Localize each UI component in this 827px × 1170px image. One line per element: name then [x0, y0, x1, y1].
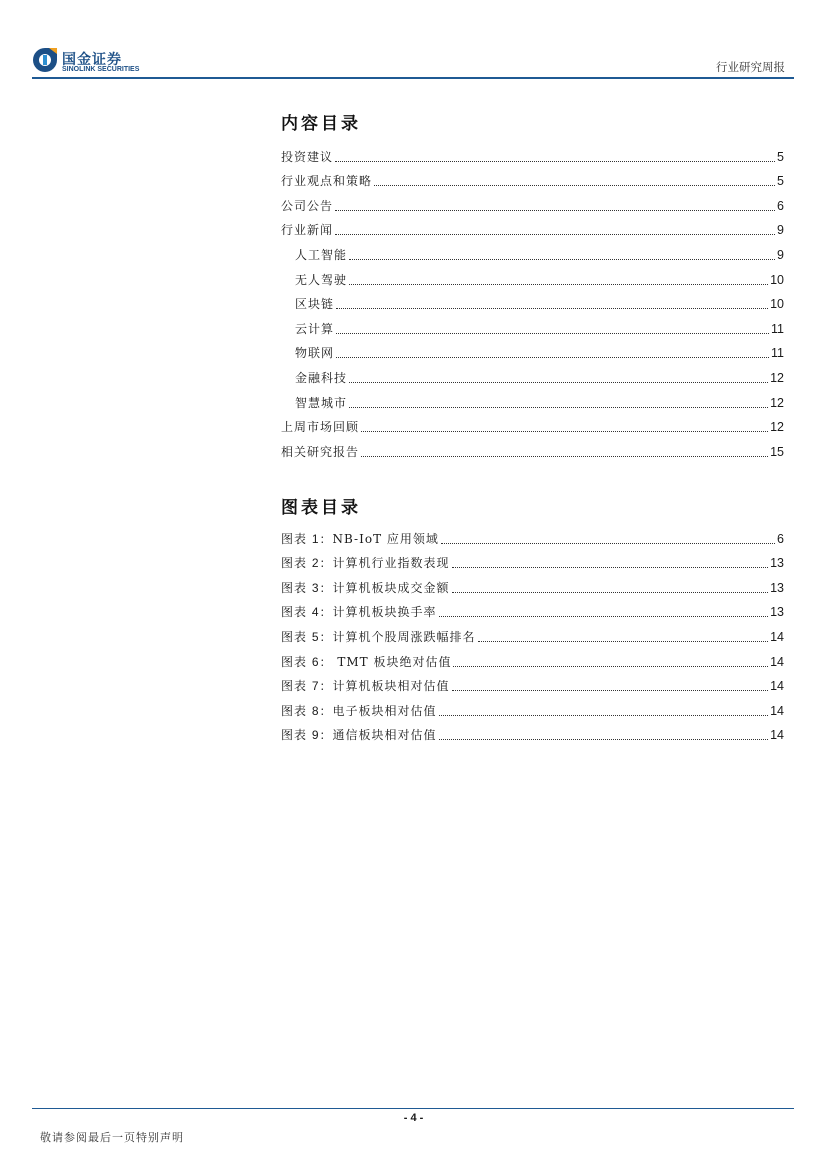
toc-leader-dots [361, 456, 768, 457]
toc-entry[interactable] [281, 435, 784, 460]
toc-leader-dots [336, 333, 769, 334]
figure-number: 5 [311, 629, 320, 644]
toc-leader-dots [361, 431, 768, 432]
toc-entry-label: 公司公告 [281, 198, 334, 213]
figure-entry-page: 14 [770, 629, 784, 644]
figure-entry[interactable] [281, 694, 784, 719]
figure-prefix: 图表 [281, 629, 312, 644]
toc-entry-page: 11 [771, 321, 784, 336]
disclaimer-note: 敬请参阅最后一页特别声明 [40, 1131, 184, 1144]
report-type-label: 行业研究周报 [716, 60, 785, 74]
toc-leader-dots [336, 357, 769, 358]
logo-chinese-name: 国金证券 [62, 52, 122, 68]
figure-entry-page: 14 [770, 679, 784, 694]
toc-entry-label: 人工智能 [295, 247, 348, 262]
toc-leader-dots [452, 592, 769, 593]
figure-prefix: 图表 [281, 728, 312, 743]
figures-list [281, 522, 784, 743]
figure-caption: ：电子板块相对估值 [319, 703, 437, 718]
figure-prefix: 图表 [281, 531, 312, 546]
figure-entry[interactable] [281, 645, 784, 670]
figure-entry-label [281, 580, 450, 596]
toc-leader-dots [335, 210, 775, 211]
figure-entry-label [281, 531, 439, 547]
figure-entry-label [281, 629, 476, 645]
logo-english-name: SINOLINK SECURITIES [62, 66, 140, 73]
figure-entry-page: 14 [770, 703, 784, 718]
figure-caption: ：计算机板块成交金额 [319, 580, 450, 595]
toc-entry-label: 智慧城市 [295, 395, 348, 410]
toc-entry[interactable] [281, 386, 784, 411]
toc-leader-dots [374, 185, 775, 186]
toc-entry-label: 云计算 [295, 321, 335, 336]
figure-entry[interactable] [281, 547, 784, 572]
sinolink-logo-icon [32, 46, 58, 74]
toc-leader-dots [439, 715, 769, 716]
toc-leader-dots [452, 690, 769, 691]
figure-number: 1 [311, 531, 320, 546]
toc-entry[interactable] [281, 411, 784, 436]
figure-caption: ：计算机板块换手率 [319, 605, 437, 620]
toc-entry-label: 区块链 [295, 297, 335, 312]
figure-entry[interactable] [281, 719, 784, 744]
toc-entry[interactable] [281, 263, 784, 288]
figure-entry[interactable] [281, 596, 784, 621]
toc-leader-dots [349, 407, 768, 408]
figure-number: 4 [311, 605, 320, 620]
figure-caption: ：NB-IoT 应用领域 [319, 531, 439, 546]
toc-entry-page: 10 [770, 297, 784, 312]
toc-leader-dots [335, 234, 775, 235]
figure-entry-label [281, 654, 451, 670]
toc-entry[interactable] [281, 140, 784, 165]
figure-caption: ：计算机行业指数表现 [319, 556, 450, 571]
toc-leader-dots [349, 259, 775, 260]
toc-leader-dots [441, 543, 775, 544]
page-header [0, 0, 827, 80]
toc-entry-page: 5 [777, 149, 784, 164]
toc-entry[interactable] [281, 189, 784, 214]
figure-number: 9 [311, 728, 320, 743]
toc-entry-label: 相关研究报告 [281, 444, 360, 459]
figure-prefix: 图表 [281, 580, 312, 595]
toc-entry-page: 12 [770, 370, 784, 385]
figure-entry-label [281, 703, 437, 719]
figure-entry-page: 14 [770, 728, 784, 743]
figure-entry[interactable] [281, 571, 784, 596]
toc-leader-dots [336, 308, 768, 309]
toc-entry[interactable] [281, 337, 784, 362]
toc-entry-page: 10 [770, 272, 784, 287]
figure-entry[interactable] [281, 620, 784, 645]
toc-entry[interactable] [281, 214, 784, 239]
figure-caption: ：计算机个股周涨跌幅排名 [319, 629, 476, 644]
toc-entry[interactable] [281, 165, 784, 190]
figure-prefix: 图表 [281, 679, 312, 694]
contents-title: 内容目录 [281, 114, 361, 134]
figure-caption: ： TMT 板块绝对估值 [319, 654, 452, 669]
figure-number: 7 [311, 679, 320, 694]
figure-entry-page: 14 [770, 654, 784, 669]
toc-entry[interactable] [281, 288, 784, 313]
contents-list [281, 140, 784, 460]
figure-entry-page: 13 [770, 580, 784, 595]
toc-entry[interactable] [281, 312, 784, 337]
header-divider [32, 77, 794, 79]
company-logo [32, 46, 162, 78]
figure-entry-label [281, 604, 437, 620]
figure-prefix: 图表 [281, 605, 312, 620]
toc-leader-dots [439, 739, 769, 740]
figure-caption: ：通信板块相对估值 [319, 728, 437, 743]
figure-entry-label [281, 555, 450, 571]
toc-entry-page: 5 [777, 174, 784, 189]
toc-leader-dots [439, 616, 769, 617]
figure-number: 3 [311, 580, 320, 595]
figure-caption: ：计算机板块相对估值 [319, 679, 450, 694]
toc-entry-page: 12 [770, 395, 784, 410]
figure-number: 8 [311, 703, 320, 718]
toc-leader-dots [453, 666, 768, 667]
figure-prefix: 图表 [281, 703, 312, 718]
toc-leader-dots [349, 284, 768, 285]
footer-divider [32, 1108, 794, 1109]
toc-entry-page: 9 [777, 247, 784, 262]
toc-entry[interactable] [281, 238, 784, 263]
page-number: - 4 - [403, 1112, 424, 1124]
figure-number: 6 [311, 654, 320, 669]
figures-title: 图表目录 [281, 498, 361, 518]
figure-entry-label [281, 727, 437, 743]
toc-entry-page: 15 [770, 444, 784, 459]
figure-entry-page: 13 [770, 556, 784, 571]
toc-entry-page: 12 [770, 420, 784, 435]
figure-entry-page: 13 [770, 605, 784, 620]
toc-leader-dots [452, 567, 769, 568]
figure-entry-page: 6 [777, 531, 784, 546]
toc-entry-label: 行业观点和策略 [281, 174, 373, 189]
figure-entry-label [281, 678, 450, 694]
toc-entry-page: 6 [777, 198, 784, 213]
toc-leader-dots [335, 161, 775, 162]
figure-entry[interactable] [281, 522, 784, 547]
figure-number: 2 [311, 556, 320, 571]
figure-prefix: 图表 [281, 556, 312, 571]
toc-entry-page: 9 [777, 223, 784, 238]
toc-entry-label: 物联网 [295, 346, 335, 361]
toc-entry-label: 无人驾驶 [295, 272, 348, 287]
figure-entry[interactable] [281, 670, 784, 695]
toc-entry-label: 金融科技 [295, 370, 348, 385]
toc-leader-dots [478, 641, 769, 642]
toc-leader-dots [349, 382, 768, 383]
toc-entry[interactable] [281, 361, 784, 386]
toc-entry-label: 上周市场回顾 [281, 420, 360, 435]
toc-entry-label: 行业新闻 [281, 223, 334, 238]
toc-entry-page: 11 [771, 346, 784, 361]
figure-prefix: 图表 [281, 654, 312, 669]
toc-entry-label: 投资建议 [281, 149, 334, 164]
